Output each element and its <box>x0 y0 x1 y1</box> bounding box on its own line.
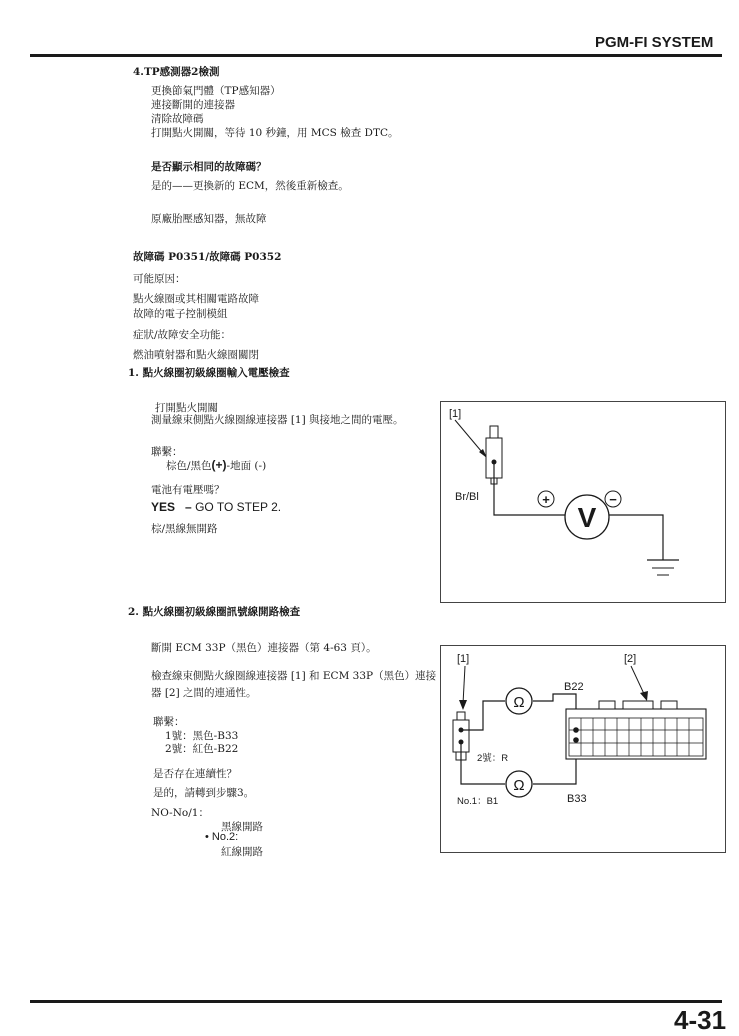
section1-yes <box>151 500 281 514</box>
section2-no-label: NO-No/1： <box>151 807 209 819</box>
section2-connect-label: 聯繫： <box>153 716 185 728</box>
connector-top <box>457 712 465 720</box>
connector-latch <box>661 701 677 709</box>
section1-line: 測量線束側點火線圈線連接器 [1] 與接地之間的電壓。 <box>151 414 404 426</box>
bullet-icon: • <box>205 831 209 843</box>
leader-1-arrowhead <box>459 700 467 710</box>
pin-b22 <box>573 727 579 733</box>
connector-latch <box>599 701 615 709</box>
continuity-diagram <box>440 645 726 853</box>
connect-plus: (+) <box>211 458 227 472</box>
section1-no: 棕/黑線無開路 <box>151 523 218 535</box>
connector-latch <box>623 701 653 709</box>
step4-yes <box>151 179 349 193</box>
diagram2-callout1: [1] <box>457 653 470 665</box>
dtc-heading: 故障碼 P0351/故障碼 P0352 <box>133 251 282 263</box>
section1-line: 打開點火開關 <box>155 402 218 414</box>
connect-ground: -地面 (-) <box>226 460 267 472</box>
minus-symbol: − <box>609 492 617 507</box>
label-no2: 2號：R <box>477 753 509 764</box>
dtc-cause: 點火線圈或其相關電路故障 <box>133 293 259 305</box>
section2-no2: 紅線開路 <box>221 846 263 858</box>
yes-word: YES <box>151 500 176 514</box>
step4-line: 連接斷開的連接器 <box>151 99 235 111</box>
section2-question: 是否存在連續性？ <box>153 768 237 780</box>
wire-negative <box>609 515 663 560</box>
ohm-symbol: Ω <box>513 694 525 711</box>
section2-no1: 黑線開路 <box>221 821 263 833</box>
page-header-title: PGM-FI SYSTEM <box>595 34 714 51</box>
pin-b33 <box>573 737 579 743</box>
step4-question: 是否顯示相同的故障碼？ <box>151 161 267 173</box>
plus-symbol: + <box>542 492 550 507</box>
yes-action: GO TO STEP 2. <box>195 500 282 514</box>
section1-connect-label: 聯繫： <box>151 446 183 458</box>
step4-line: 清除故障碼 <box>151 113 204 125</box>
step4-no: 原廠胎壓感知器，無故障 <box>151 213 267 225</box>
section2-line: 器 [2] 之間的連通性。 <box>151 687 257 699</box>
section2-heading: 2. 點火線圈初級線圈訊號線開路檢查 <box>128 606 301 618</box>
yes-dash: – <box>185 500 192 514</box>
leader-1 <box>463 666 465 704</box>
wire-positive <box>494 462 566 515</box>
connector-top <box>490 426 498 438</box>
label-no1: No.1：B1 <box>457 796 499 807</box>
continuity-diagram-svg <box>441 646 725 852</box>
no2-label: No.2: <box>211 831 239 843</box>
section2-yes: 是的，請轉到步驟3。 <box>153 787 255 799</box>
section2-line: 斷開 ECM 33P（黑色）連接器（第 4-63 頁）。 <box>151 642 377 654</box>
footer-rule <box>30 1000 722 1003</box>
page-number: 4-31 <box>674 1005 727 1035</box>
leader-2-arrowhead <box>640 691 648 701</box>
connect-wire: 棕色/黑色 <box>166 460 212 472</box>
label-b22: B22 <box>564 681 584 693</box>
diagram1-callout: [1] <box>449 408 462 420</box>
label-b33: B33 <box>567 793 587 805</box>
ecm-pin-grid <box>569 718 703 756</box>
voltage-diagram <box>440 401 726 603</box>
dtc-symptom: 燃油噴射器和點火線圈關閉 <box>133 349 259 361</box>
section1-connect <box>166 458 266 473</box>
section2-connect: 2號：紅色-B22 <box>165 743 239 755</box>
ohm-symbol: Ω <box>513 777 525 794</box>
leader-2 <box>631 666 645 696</box>
section2-connect: 1號：黑色-B33 <box>165 730 239 742</box>
step4-heading: 4.TP感測器2檢測 <box>133 66 220 78</box>
voltmeter-label: V <box>577 502 597 533</box>
dtc-symptom-label: 症狀/故障安全功能： <box>133 329 232 341</box>
dtc-cause: 故障的電子控制模組 <box>133 308 228 320</box>
dtc-causes-label: 可能原因： <box>133 273 186 285</box>
header-rule <box>30 54 722 57</box>
step4-line: 更換節氣門體（TP感知器） <box>151 85 281 97</box>
section2-no2-label <box>205 831 238 843</box>
step4-yes-text: 更換新的 ECM，然後重新檢查。 <box>193 180 349 192</box>
diagram2-callout2: [2] <box>624 653 637 665</box>
section2-line: 檢查線束側點火線圈線連接器 [1] 和 ECM 33P（黑色）連接 <box>151 670 437 682</box>
step4-line: 打開點火開關，等待 10 秒鐘，用 MCS 檢查 DTC。 <box>151 127 399 139</box>
wire-label: Br/Bl <box>455 491 479 503</box>
section1-question: 電池有電壓嗎？ <box>151 484 225 496</box>
step4-yes-prefix: 是的—— <box>151 180 193 192</box>
voltage-diagram-svg <box>441 402 725 602</box>
section1-heading: 1. 點火線圈初級線圈輸入電壓檢查 <box>128 367 290 379</box>
